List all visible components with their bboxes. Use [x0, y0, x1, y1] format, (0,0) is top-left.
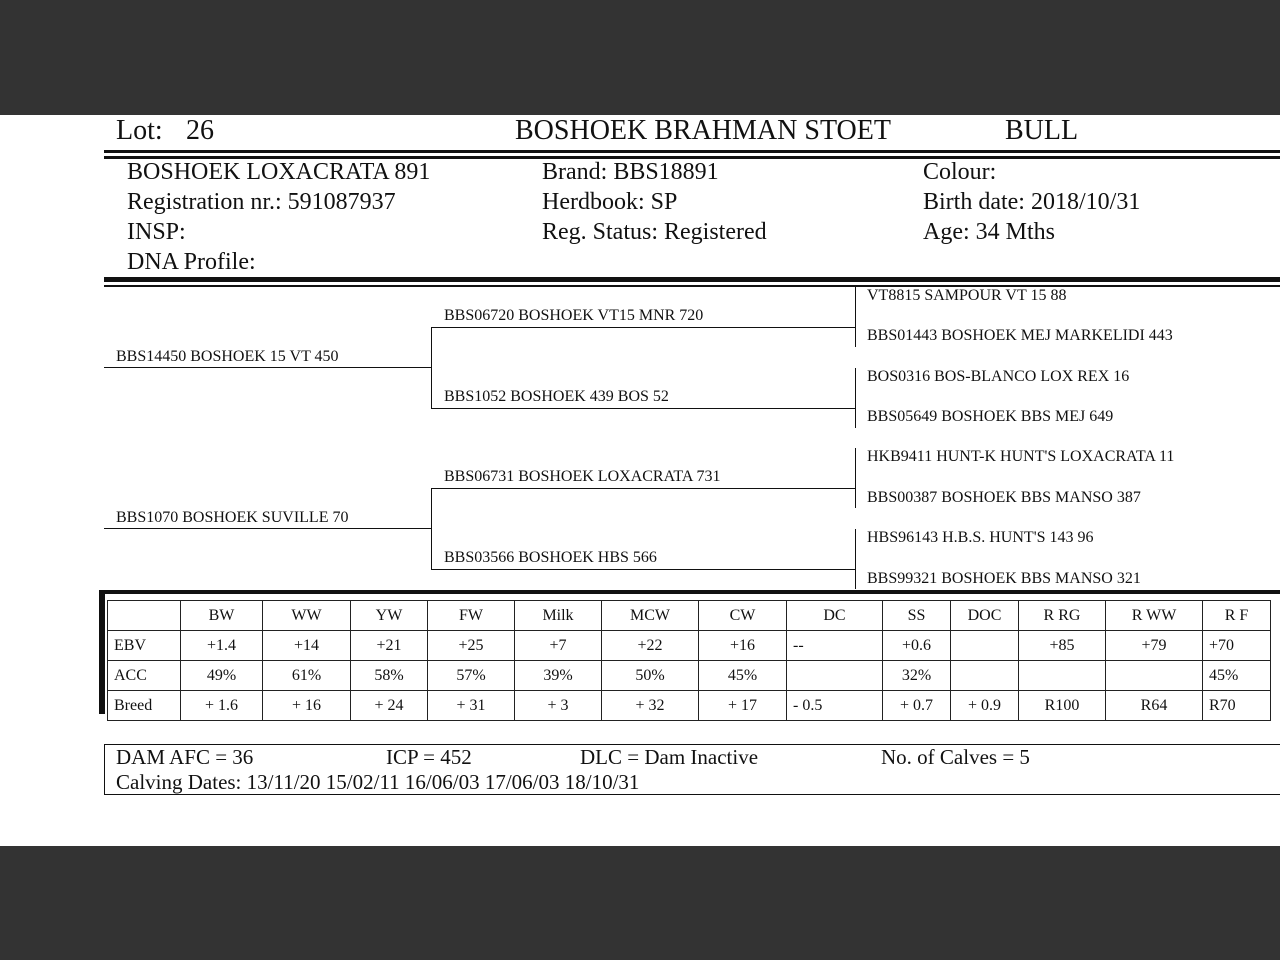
sire-name: BBS14450 BOSHOEK 15 VT 450	[116, 348, 339, 365]
ebv-cell	[951, 631, 1019, 661]
icp-value: ICP = 452	[386, 745, 472, 769]
birth-date-field: Birth date: 2018/10/31	[923, 189, 1141, 215]
ebv-cell: + 17	[699, 691, 787, 721]
great-grandparent-6: BBS00387 BOSHOEK BBS MANSO 387	[867, 489, 1141, 506]
ebv-cell	[951, 661, 1019, 691]
great-grandparent-2: BBS01443 BOSHOEK MEJ MARKELIDI 443	[867, 327, 1173, 344]
ebv-table	[107, 600, 1271, 721]
ebv-cell: +0.6	[883, 631, 951, 661]
info-rule-bottom	[104, 285, 1280, 287]
ebv-cell: 32%	[883, 661, 951, 691]
ebv-cell: + 1.6	[181, 691, 263, 721]
ebv-cell: +7	[515, 631, 602, 661]
sale-catalogue-page	[0, 115, 1280, 846]
ebv-cell: +70	[1203, 631, 1271, 661]
ebv-cell	[1019, 661, 1106, 691]
great-grandparent-8: BBS99321 BOSHOEK BBS MANSO 321	[867, 570, 1141, 587]
ebv-header-cell: Milk	[515, 601, 602, 631]
sex-label: BULL	[1005, 115, 1079, 146]
ebv-cell: 49%	[181, 661, 263, 691]
ebv-row	[108, 661, 1271, 691]
ebv-header-cell: SS	[883, 601, 951, 631]
ebv-header-cell	[108, 601, 181, 631]
ebv-cell: 58%	[351, 661, 428, 691]
ebv-cell: R100	[1019, 691, 1106, 721]
ebv-rule-top	[99, 590, 1280, 594]
ebv-cell: +85	[1019, 631, 1106, 661]
footer-rule-left	[104, 744, 105, 795]
stud-name: BOSHOEK BRAHMAN STOET	[515, 115, 891, 146]
ebv-header-cell: FW	[428, 601, 515, 631]
ebv-header-cell: DC	[787, 601, 883, 631]
ebv-row	[108, 631, 1271, 661]
info-rule-top	[104, 277, 1280, 282]
ebv-row-label: Breed	[108, 691, 181, 721]
ggp-bracket-4	[855, 529, 856, 589]
ebv-cell: +1.4	[181, 631, 263, 661]
sire-line	[104, 367, 431, 368]
header-rule-top	[104, 150, 1280, 153]
great-grandparent-4: BBS05649 BOSHOEK BBS MEJ 649	[867, 408, 1114, 425]
grandparent-3: BBS06731 BOSHOEK LOXACRATA 731	[444, 468, 721, 485]
ebv-cell: + 32	[602, 691, 699, 721]
gp-line-3	[431, 488, 855, 489]
ebv-rule-left	[99, 590, 105, 714]
great-grandparent-1: VT8815 SAMPOUR VT 15 88	[867, 287, 1067, 304]
ebv-header-cell: WW	[263, 601, 351, 631]
grandparent-4: BBS03566 BOSHOEK HBS 566	[444, 549, 657, 566]
ebv-cell: + 24	[351, 691, 428, 721]
ebv-header-row	[108, 601, 1271, 631]
ebv-cell: + 31	[428, 691, 515, 721]
registration-number: Registration nr.: 591087937	[127, 189, 396, 215]
reg-status-field: Reg. Status: Registered	[542, 219, 767, 245]
ebv-header-cell: R WW	[1106, 601, 1203, 631]
lot-label: Lot:	[116, 115, 163, 146]
ebv-cell: 61%	[263, 661, 351, 691]
ggp-bracket-2	[855, 368, 856, 428]
ebv-cell: +25	[428, 631, 515, 661]
dam-name: BBS1070 BOSHOEK SUVILLE 70	[116, 509, 349, 526]
ebv-header-cell: R F	[1203, 601, 1271, 631]
ebv-cell: 45%	[1203, 661, 1271, 691]
animal-name: BOSHOEK LOXACRATA 891	[127, 159, 431, 185]
ggp-bracket-3	[855, 448, 856, 508]
ebv-cell	[787, 661, 883, 691]
ebv-cell: + 3	[515, 691, 602, 721]
ebv-cell: +22	[602, 631, 699, 661]
ebv-row	[108, 691, 1271, 721]
great-grandparent-3: BOS0316 BOS-BLANCO LOX REX 16	[867, 368, 1130, 385]
number-of-calves: No. of Calves = 5	[881, 745, 1030, 769]
calving-dates: Calving Dates: 13/11/20 15/02/11 16/06/03 17/06/03 18/10/31	[116, 770, 640, 794]
dlc-status: DLC = Dam Inactive	[580, 745, 759, 769]
dna-profile-field: DNA Profile:	[127, 249, 256, 275]
ebv-header-cell: YW	[351, 601, 428, 631]
ebv-cell: R70	[1203, 691, 1271, 721]
dam-line	[104, 528, 431, 529]
ggp-bracket-1	[855, 287, 856, 347]
ebv-cell: +21	[351, 631, 428, 661]
ebv-header-cell: DOC	[951, 601, 1019, 631]
sire-bracket	[431, 327, 432, 409]
ebv-row-label: ACC	[108, 661, 181, 691]
ebv-cell: +79	[1106, 631, 1203, 661]
ebv-cell: 50%	[602, 661, 699, 691]
ebv-cell	[1106, 661, 1203, 691]
brand-field: Brand: BBS18891	[542, 159, 719, 185]
ebv-cell: + 0.9	[951, 691, 1019, 721]
lot-number: 26	[186, 115, 214, 146]
gp-line-1	[431, 327, 855, 328]
grandparent-1: BBS06720 BOSHOEK VT15 MNR 720	[444, 307, 704, 324]
ebv-header-cell: BW	[181, 601, 263, 631]
grandparent-2: BBS1052 BOSHOEK 439 BOS 52	[444, 388, 669, 405]
ebv-cell: 39%	[515, 661, 602, 691]
herdbook-field: Herdbook: SP	[542, 189, 678, 215]
ebv-cell: 57%	[428, 661, 515, 691]
ebv-header-cell: CW	[699, 601, 787, 631]
ebv-cell: + 0.7	[883, 691, 951, 721]
gp-line-4	[431, 569, 855, 570]
ebv-cell: +14	[263, 631, 351, 661]
gp-line-2	[431, 408, 855, 409]
ebv-cell: --	[787, 631, 883, 661]
insp-field: INSP:	[127, 219, 186, 245]
dam-bracket	[431, 488, 432, 570]
ebv-header-cell: MCW	[602, 601, 699, 631]
ebv-row-label: EBV	[108, 631, 181, 661]
dam-afc: DAM AFC = 36	[116, 745, 254, 769]
ebv-cell: + 16	[263, 691, 351, 721]
colour-field: Colour:	[923, 159, 997, 185]
ebv-cell: - 0.5	[787, 691, 883, 721]
ebv-cell: 45%	[699, 661, 787, 691]
age-field: Age: 34 Mths	[923, 219, 1055, 245]
ebv-cell: +16	[699, 631, 787, 661]
ebv-header-cell: R RG	[1019, 601, 1106, 631]
great-grandparent-7: HBS96143 H.B.S. HUNT'S 143 96	[867, 529, 1094, 546]
ebv-cell: R64	[1106, 691, 1203, 721]
great-grandparent-5: HKB9411 HUNT-K HUNT'S LOXACRATA 11	[867, 448, 1175, 465]
